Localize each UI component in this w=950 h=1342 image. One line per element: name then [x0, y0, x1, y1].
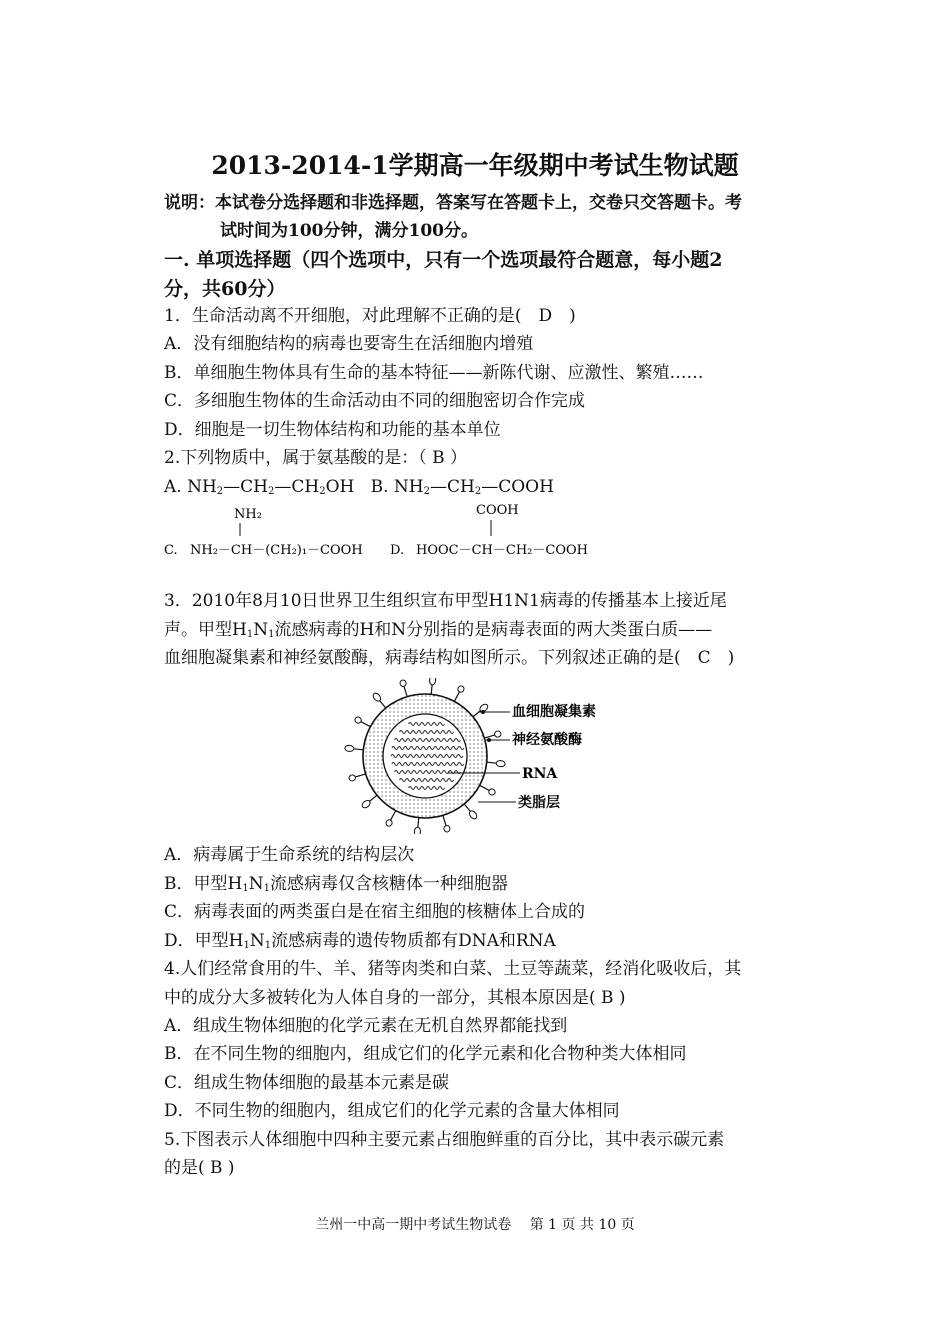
q2-c-nh2-branch: NH₂ [234, 507, 262, 522]
spike-stem [484, 735, 495, 738]
q2-d-cooh-branch: COOH [476, 503, 519, 518]
label-hemagglutinin: 血细胞凝集素 [512, 704, 596, 720]
q3-option-b: B．甲型$H_1N_1$流感病毒仅含核糖体一种细胞器 [164, 874, 508, 894]
spike-stem [480, 785, 490, 790]
q2-c-formula: NH₂－CH－(CH₂)₁－COOH [190, 543, 363, 558]
q4-option-c: C．组成生物体细胞的最基本元素是碳 [164, 1073, 450, 1093]
q2-structures-cd [160, 498, 640, 570]
q4-option-b: B．在不同生物的细胞内，组成它们的化学元素和化合物种类大体相同 [164, 1044, 687, 1064]
spike-stem [361, 721, 371, 726]
q2-option-b: B. $NH_2—CH_2—COOH$ [370, 477, 554, 497]
q4-option-a: A．组成生物体细胞的化学元素在无机自然界都能找到 [164, 1016, 568, 1036]
q1-option-b: B．单细胞生物体具有生命的基本特征——新陈代谢、应激性、繁殖…… [164, 363, 704, 383]
q3-option-c: C．病毒表面的两类蛋白是在宿主细胞的核糖体上合成的 [164, 902, 586, 922]
neuraminidase-spike [488, 788, 496, 796]
neuraminidase-spike [443, 825, 451, 833]
page-title: 2013-2014-1学期高一年级期中考试生物试题 [211, 151, 739, 180]
section-heading-line-2: 分，共60分） [164, 278, 286, 300]
section-heading-line-1: 一. 单项选择题（四个选项中，只有一个选项最符合题意，每小题2 [164, 249, 723, 271]
q3-line-3: 血细胞凝集素和神经氨酸酶，病毒结构如图所示。下列叙述正确的是( C ) [164, 648, 735, 668]
neuraminidase-spike [494, 730, 502, 738]
q1-option-a: A．没有细胞结构的病毒也要寄生在活细胞内增殖 [164, 334, 534, 354]
neuraminidase-spike [385, 819, 393, 827]
q3-line-1: 3．2010年8月10日世界卫生组织宣布甲型H1N1病毒的传播基本上接近尾 [164, 591, 727, 611]
instructions-line-1: 说明：本试卷分选择题和非选择题，答案写在答题卡上，交卷只交答题卡。考 [164, 193, 742, 213]
neuraminidase-spike [354, 716, 362, 724]
q2-c-label: C. [164, 543, 178, 558]
spike-stem [390, 811, 395, 821]
q3-line-2: 声。甲型$H_1N_1$流感病毒的H和N分别指的是病毒表面的两大类蛋白质—— [164, 620, 713, 640]
virus-structure-diagram [340, 678, 630, 834]
spike-stem [404, 686, 407, 697]
neuraminidase-spike [399, 679, 407, 687]
q2-d-formula: HOOC－CH－CH₂－COOH [416, 543, 588, 558]
hemagglutinin-spike [345, 745, 355, 752]
label-lipid-layer: 类脂层 [518, 795, 560, 811]
label-dot [481, 710, 485, 714]
q2-d-label: D. [390, 543, 405, 558]
hemagglutinin-spike [429, 678, 436, 685]
q1-option-d: D．细胞是一切生物体结构和功能的基本单位 [164, 420, 501, 440]
q4-line-2: 中的成分大多被转化为人体自身的一部分，其根本原因是( B ) [164, 988, 626, 1008]
neuraminidase-spike [348, 774, 356, 782]
hemagglutinin-spike [414, 827, 421, 834]
q4-option-d: D．不同生物的细胞内，组成它们的化学元素的含量大体相同 [164, 1101, 620, 1121]
q2-stem: 2.下列物质中，属于氨基酸的是：（ B ） [164, 448, 468, 468]
q2-option-a: A. $NH_2—CH_2—CH_2OH$ [164, 477, 355, 497]
spike-stem [443, 815, 446, 826]
page-footer: 兰州一中高一期中考试生物试卷 第 1 页 共 10 页 [315, 1217, 635, 1233]
q3-option-d: D．甲型$H_1N_1$流感病毒的遗传物质都有DNA和RNA [164, 931, 556, 951]
hemagglutinin-spike [496, 760, 506, 767]
q1-option-c: C．多细胞生物体的生命活动由不同的细胞密切合作完成 [164, 391, 586, 411]
spike-stem [454, 692, 459, 702]
label-dot [487, 738, 491, 742]
label-rna: RNA [522, 766, 558, 782]
instructions-line-2: 试时间为100分钟，满分100分。 [220, 221, 478, 241]
q3-option-a: A．病毒属于生命系统的结构层次 [164, 845, 415, 865]
neuraminidase-spike [457, 685, 465, 693]
q5-line-2: 的是( B ) [164, 1158, 235, 1178]
q4-line-1: 4.人们经常食用的牛、羊、猪等肉类和白菜、土豆等蔬菜，经消化吸收后，其 [164, 959, 742, 979]
q1-stem: 1．生命活动离不开细胞，对此理解不正确的是( D ) [164, 306, 576, 326]
spike-stem [355, 774, 366, 777]
q5-line-1: 5.下图表示人体细胞中四种主要元素占细胞鲜重的百分比，其中表示碳元素 [164, 1130, 725, 1150]
label-neuraminidase: 神经氨酸酶 [512, 732, 582, 748]
